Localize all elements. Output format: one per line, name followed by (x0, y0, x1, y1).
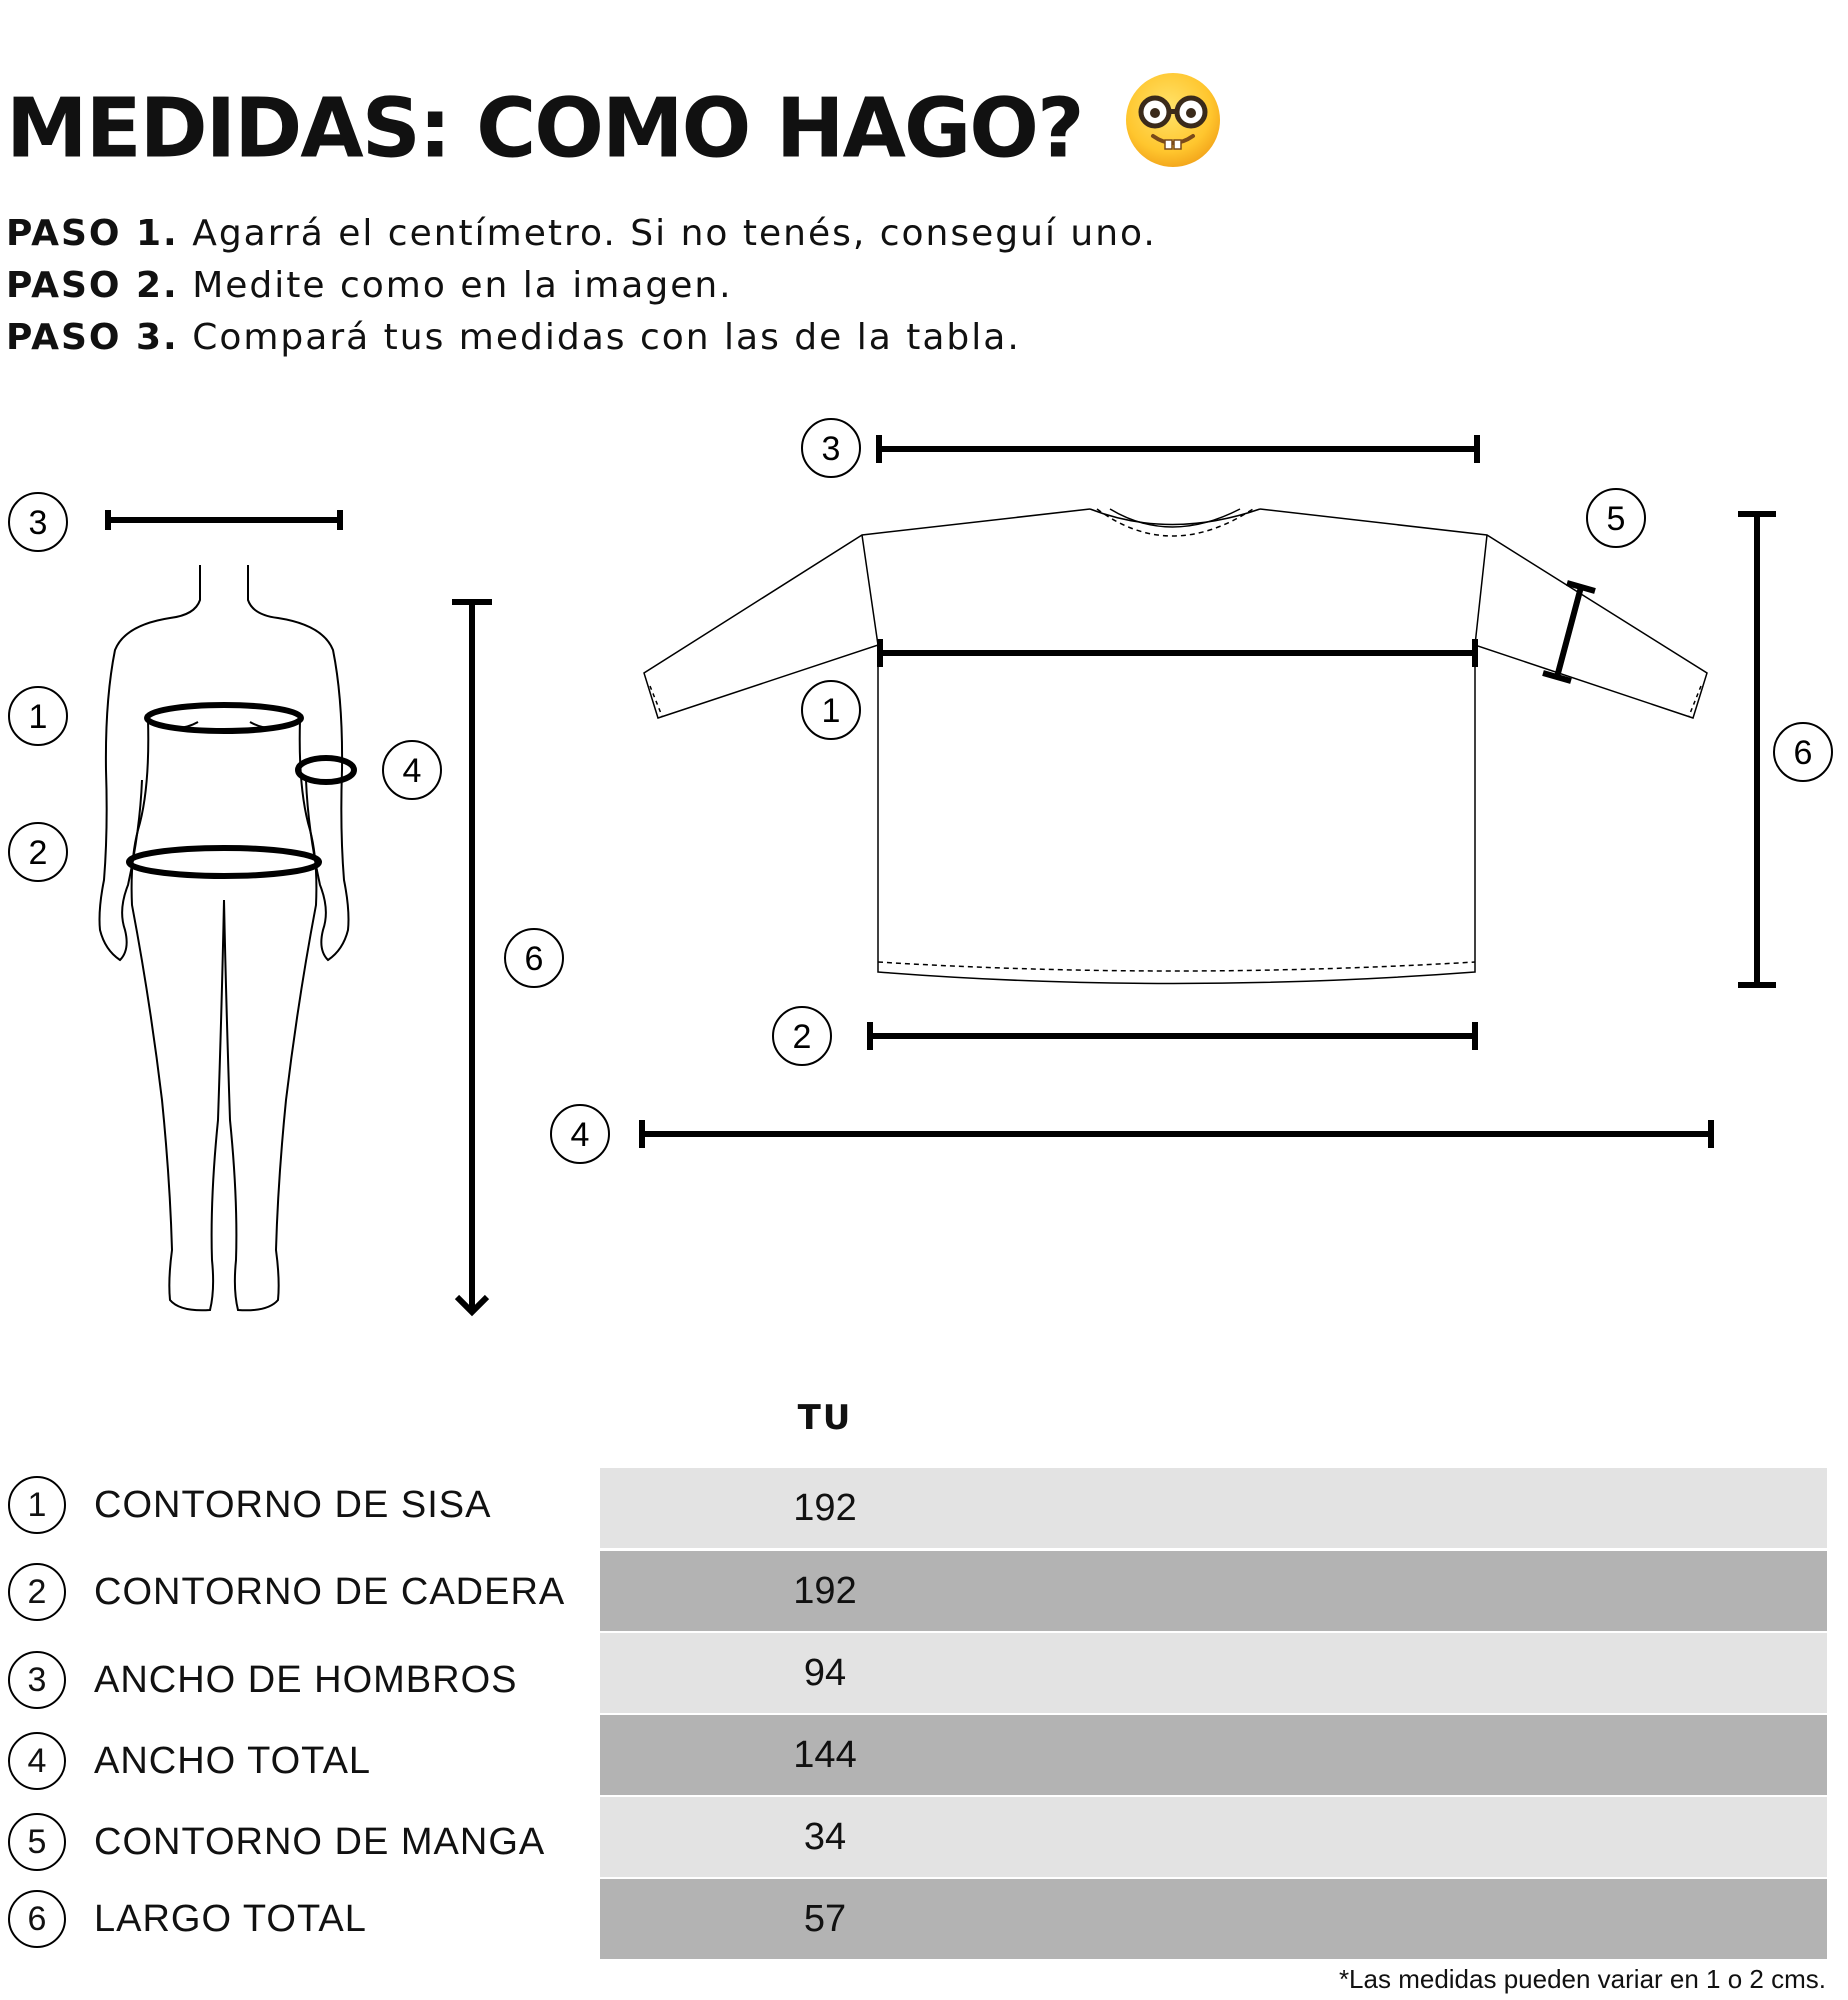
row-number: 3 (8, 1651, 66, 1709)
table-cell-value: 192 (793, 1569, 857, 1612)
table-cell-value: 94 (803, 1651, 847, 1694)
step-2: PASO 2. Medite como en la imagen. (6, 265, 733, 306)
table-cell-value: 57 (803, 1897, 847, 1940)
row-label-text: CONTORNO DE CADERA (94, 1570, 566, 1613)
table-row (600, 1715, 1827, 1795)
shirt-marker-6: 6 (1793, 734, 1813, 772)
table-row-label (0, 1465, 491, 1545)
table-row-label (0, 1721, 371, 1801)
table-cell-value: 144 (793, 1733, 857, 1776)
table-row (600, 1468, 1827, 1548)
bar-5-sleeve (1557, 587, 1581, 677)
body-marker-4: 4 (402, 752, 422, 790)
row-number: 1 (8, 1476, 66, 1534)
table-row (600, 1797, 1827, 1877)
body-marker-2: 2 (28, 834, 48, 872)
table-row-label (0, 1802, 545, 1882)
table-cell-value: 34 (803, 1815, 847, 1858)
table-row-label (0, 1552, 565, 1632)
body-figure (100, 565, 349, 1310)
page-title-text: MEDIDAS: COMO HAGO? (6, 81, 1083, 177)
body-marker-3: 3 (28, 504, 48, 542)
shirt-figure (644, 509, 1707, 984)
step-3: PASO 3. Compará tus medidas con las de la tabla. (6, 317, 1021, 358)
table-row-label (0, 1879, 367, 1959)
row-label-text: ANCHO TOTAL (94, 1739, 372, 1782)
row-number: 6 (8, 1890, 66, 1948)
row-label-text: LARGO TOTAL (94, 1897, 367, 1940)
row-number: 2 (8, 1563, 66, 1621)
band-1-bust (147, 705, 301, 731)
table-cell-value: 192 (793, 1486, 857, 1529)
row-label-text: CONTORNO DE MANGA (94, 1820, 546, 1863)
shirt-marker-2: 2 (792, 1018, 812, 1056)
table-row (600, 1633, 1827, 1713)
footnote: *Las medidas pueden variar en 1 o 2 cms. (1338, 1964, 1826, 1994)
row-label-text: CONTORNO DE SISA (94, 1483, 492, 1526)
row-label-text: ANCHO DE HOMBROS (94, 1658, 518, 1701)
body-marker-6: 6 (524, 940, 544, 978)
band-2-hip (129, 848, 319, 876)
table-row (600, 1879, 1827, 1959)
table-row-label (0, 1640, 517, 1720)
row-number: 5 (8, 1813, 66, 1871)
step-1: PASO 1. Agarrá el centímetro. Si no tenés, conseguí uno. (6, 213, 1157, 254)
body-marker-1: 1 (28, 698, 48, 736)
shirt-marker-4: 4 (570, 1116, 590, 1154)
table-row (600, 1551, 1827, 1631)
shirt-marker-5: 5 (1606, 500, 1626, 538)
body-measure-bands (108, 510, 492, 1312)
band-4-arm (298, 758, 354, 782)
size-column-header: TU (797, 1398, 853, 1438)
shirt-marker-1: 1 (821, 692, 841, 730)
row-number: 4 (8, 1732, 66, 1790)
shirt-marker-3: 3 (821, 430, 841, 468)
